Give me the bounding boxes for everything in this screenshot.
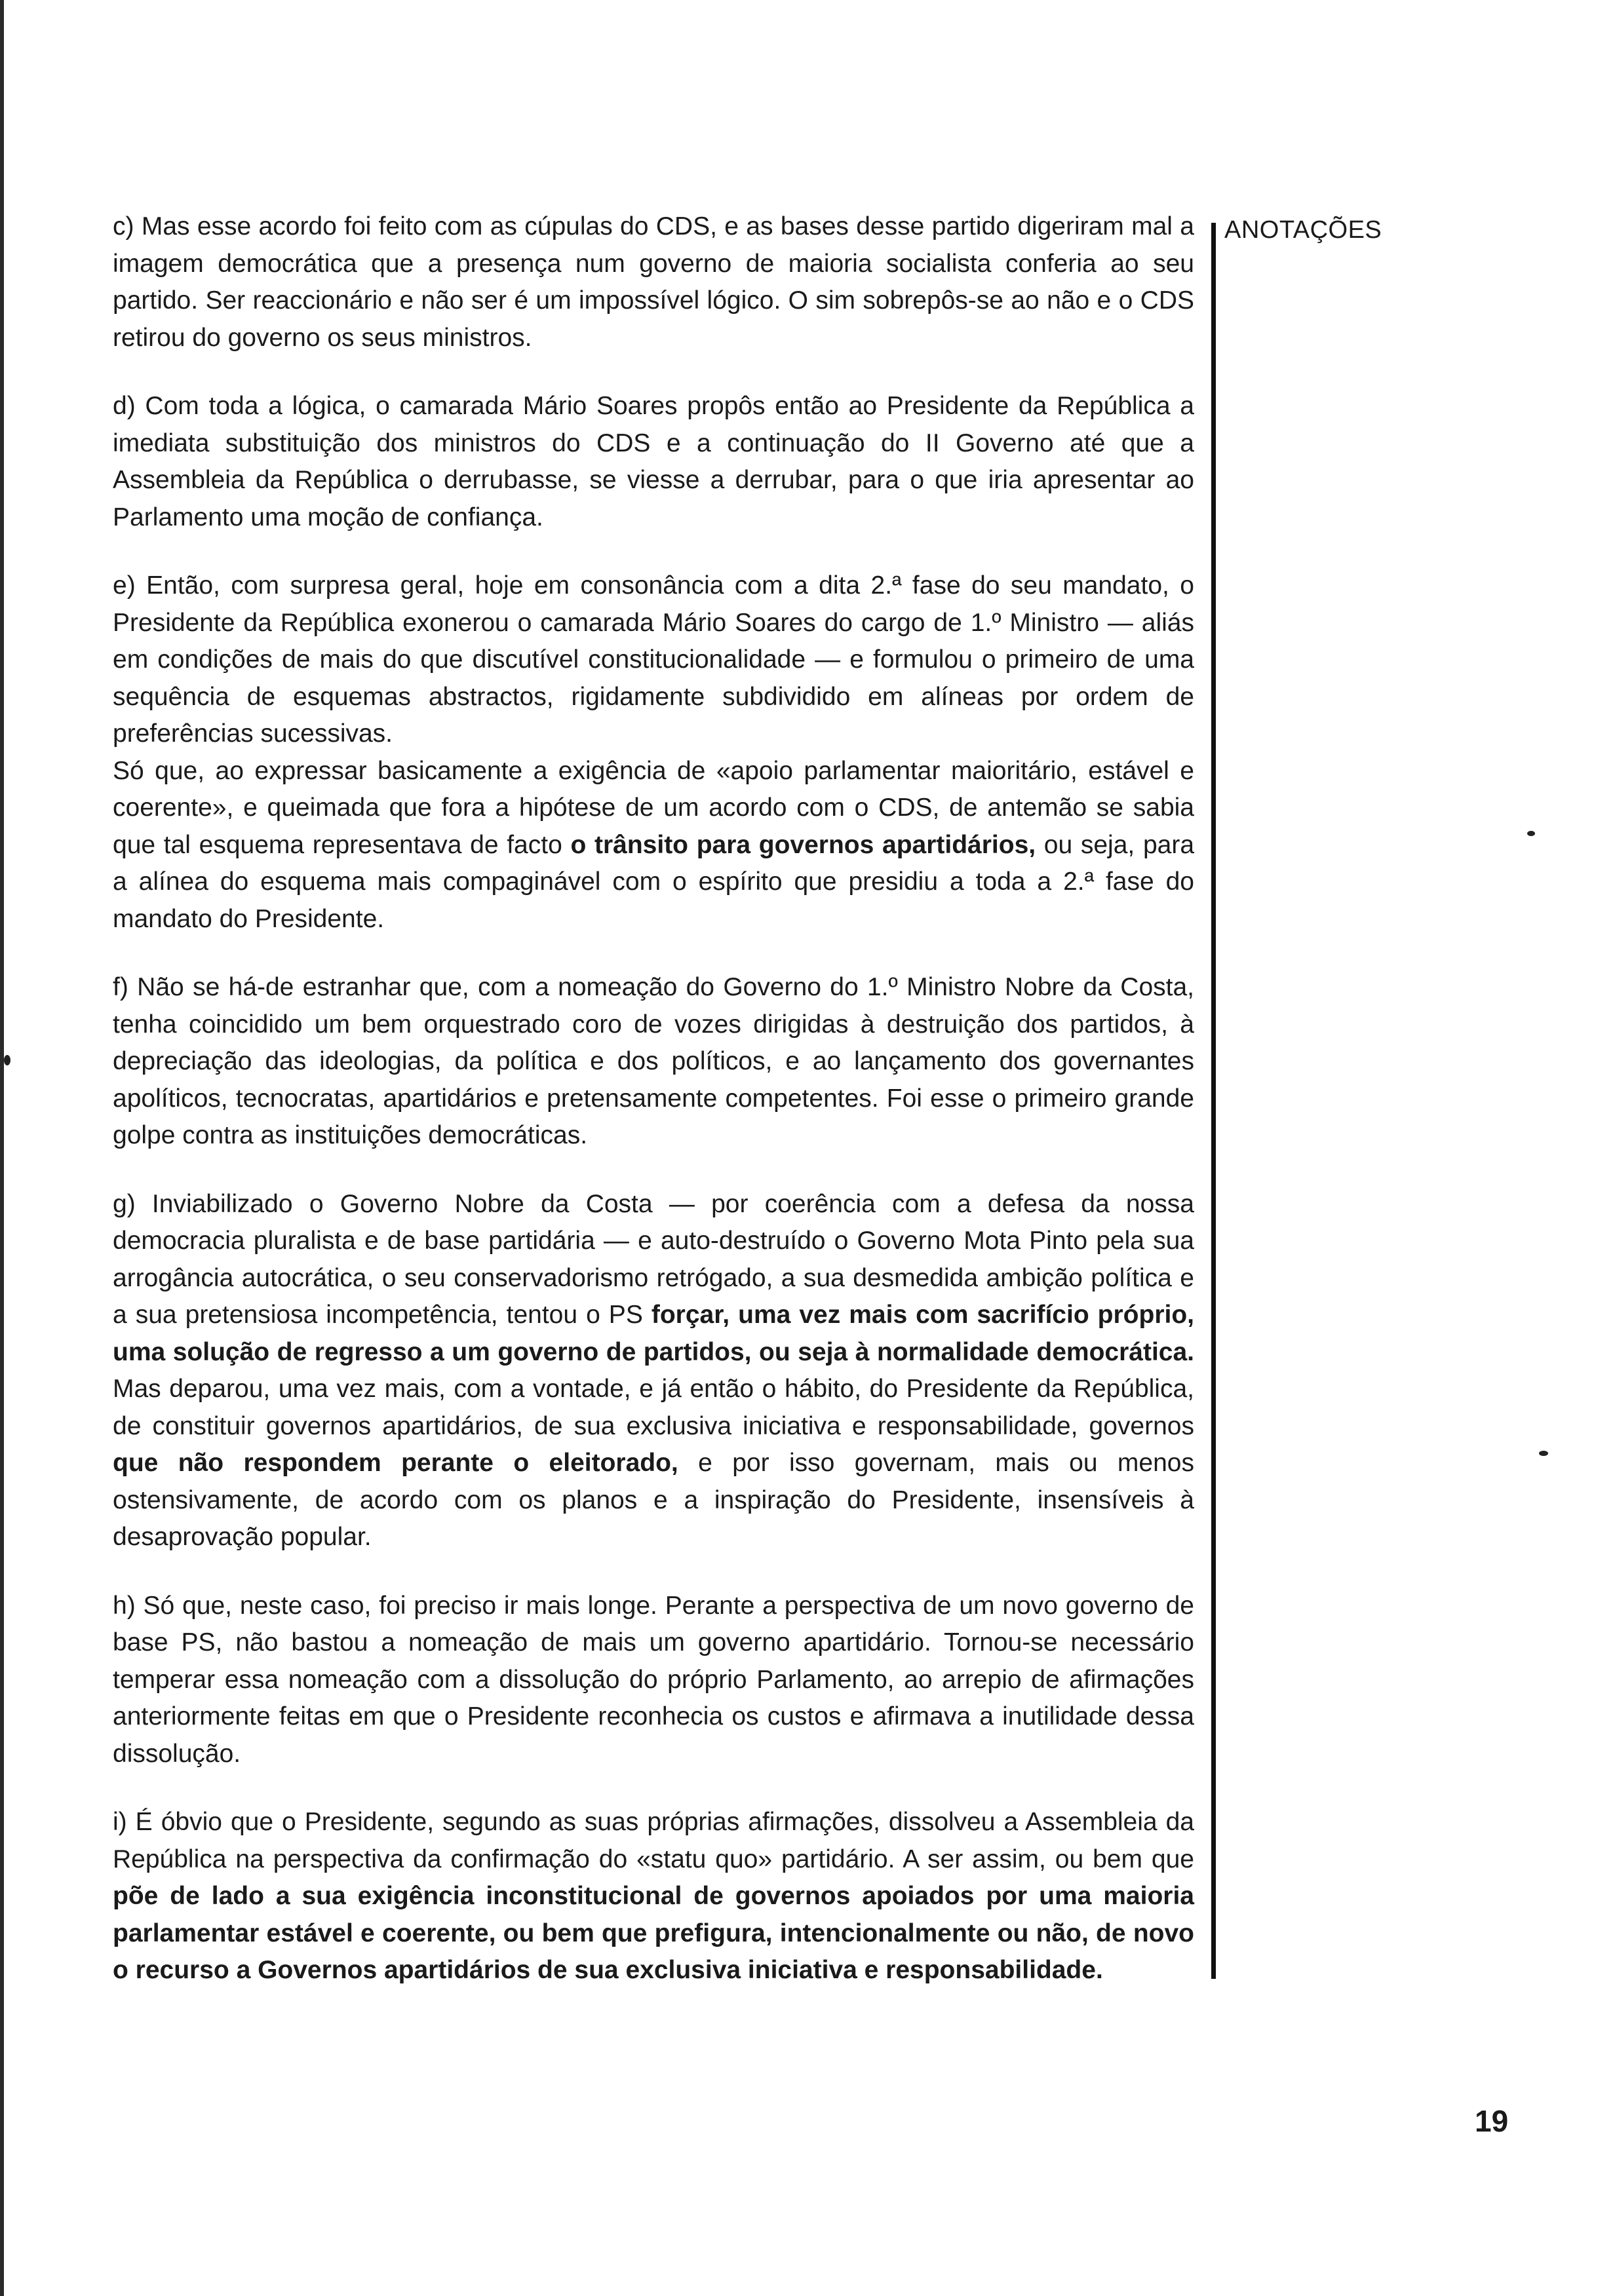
bold-text-segment: forçar, uma vez mais com sacrifício próprio, uma solução de regresso a um governo de partidos, ou seja à normalidade democrática. bbox=[113, 1301, 1194, 1366]
page-number: 19 bbox=[1475, 2104, 1509, 2138]
text-segment: c) Mas esse acordo foi feito com as cúpulas do CDS, e as bases desse partido digeriram mal a imagem democrática que a presença num governo de maioria socialista conferia ao seu partido. Ser reaccionário e não ser é um impossível lógico. O sim sobrepôs-se ao não e o CDS retirou do governo os seus ministros. bbox=[113, 212, 1194, 352]
scan-speck bbox=[1539, 1451, 1548, 1456]
text-segment: e) Então, com surpresa geral, hoje em consonância com a dita 2.ª fase do seu mandato, o Presidente da República exonerou o camarada Mário Soares do cargo de 1.º Ministro — aliás em condições de mais do que discutível constitucionalidade — e formulou o primeiro de uma sequência de esquemas abstractos, rigidamente subdividido em alíneas por ordem de preferências sucessivas. bbox=[113, 571, 1194, 748]
text-segment: d) Com toda a lógica, o camarada Mário Soares propôs então ao Presidente da República a imediata substituição dos ministros do CDS e a continuação do II Governo até que a Assembleia da República o derrubasse, se viesse a derrubar, para o que iria apresentar ao Parlamento uma moção de confiança. bbox=[113, 392, 1194, 531]
paragraph-f bbox=[113, 969, 1194, 1155]
annotations-heading: ANOTAÇÕES bbox=[1224, 216, 1382, 244]
scan-speck bbox=[1527, 831, 1535, 836]
text-segment: Só que, ao expressar basicamente a exigência de «apoio parlamentar maioritário, estável e coerente», e queimada que fora a hipótese de um acordo com o CDS, de antemão se sabia que tal esquema representava de facto bbox=[113, 756, 1194, 859]
text-segment: g) Inviabilizado o Governo Nobre da Costa — por coerência com a defesa da nossa democracia pluralista e de base partidária — e auto-destruído o Governo Mota Pinto pela sua arrogância autocrática, o seu conservadorismo retrógado, a sua desmedida ambição política e a sua pretensiosa incompetência, tentou o PS bbox=[113, 1189, 1194, 1329]
bold-text-segment: o trânsito para governos apartidários, bbox=[570, 830, 1036, 859]
scan-speck bbox=[4, 1055, 10, 1065]
paragraph-e-continuation bbox=[113, 753, 1194, 938]
text-segment: Mas deparou, uma vez mais, com a vontade, e já então o hábito, do Presidente da República, de constituir governos apartidários, de sua exclusiva iniciativa e responsabilidade, governos bbox=[113, 1375, 1194, 1440]
paragraph-g bbox=[113, 1186, 1194, 1556]
page-left-edge bbox=[0, 0, 4, 2296]
paragraph-e bbox=[113, 567, 1194, 753]
text-segment: i) É óbvio que o Presidente, segundo as suas próprias afirmações, dissolveu a Assembleia da República na perspectiva da confirmação do «statu quo» partidário. A ser assim, ou bem que bbox=[113, 1808, 1194, 1873]
text-segment: ou seja, para a alínea do esquema mais compaginável com o espírito que presidiu a toda a 2.ª fase do mandato do Presidente. bbox=[113, 830, 1195, 933]
text-segment: h) Só que, neste caso, foi preciso ir mais longe. Perante a perspectiva de um novo governo de base PS, não bastou a nomeação de mais um governo apartidário. Tornou-se necessário temperar essa nomeação com a dissolução do próprio Parlamento, ao arrepio de afirmações anteriormente feitas em que o Presidente reconhecia os custos e afirmava a inutilidade dessa dissolução. bbox=[113, 1591, 1194, 1768]
bold-text-segment: que não respondem perante o eleitorado, bbox=[113, 1449, 678, 1477]
paragraph-h bbox=[113, 1588, 1194, 1773]
text-segment: f) Não se há-de estranhar que, com a nomeação do Governo do 1.º Ministro Nobre da Costa, tenha coincidido um bem orquestrado coro de vozes dirigidas à destruição dos partidos, à depreciação das ideologias, da política e dos políticos, e ao lançamento dos governantes apolíticos, tecnocratas, apartidários e pretensamente competentes. Foi esse o primeiro grande golpe contra as instituições democráticas. bbox=[113, 973, 1194, 1149]
paragraph-i bbox=[113, 1804, 1194, 1989]
text-segment: e por isso governam, mais ou menos ostensivamente, de acordo com os planos e a inspiração do Presidente, insensíveis à desaprovação popular. bbox=[113, 1449, 1194, 1551]
paragraph-d bbox=[113, 388, 1194, 536]
bold-text-segment: põe de lado a sua exigência inconstitucional de governos apoiados por uma maioria parlamentar estável e coerente, ou bem que prefigura, intencionalmente ou não, de novo o recurso a Governos apartidários de sua exclusiva iniciativa e responsabilidade. bbox=[113, 1882, 1194, 1984]
margin-divider-rule bbox=[1211, 223, 1216, 1979]
paragraph-c bbox=[113, 208, 1194, 356]
main-text-column bbox=[113, 208, 1194, 2021]
